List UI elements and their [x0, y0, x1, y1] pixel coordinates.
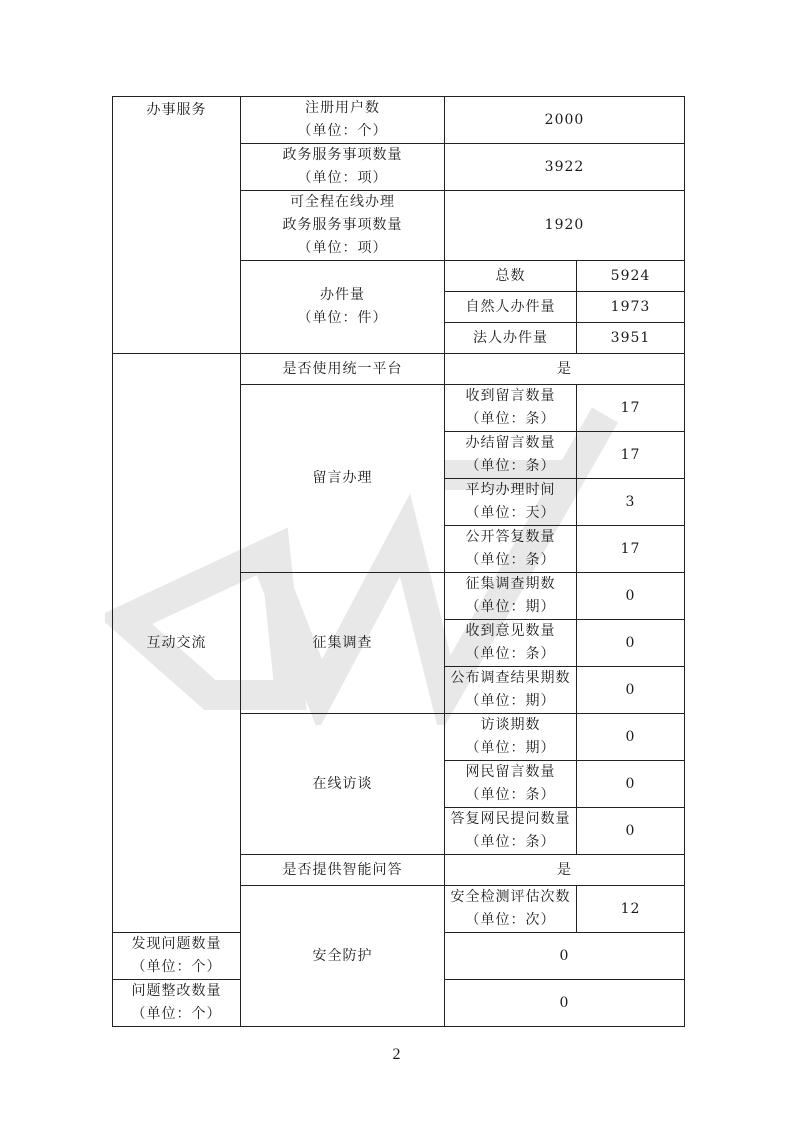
survey-label: 征集调查	[241, 573, 445, 714]
cases-legal-person-value: 3951	[577, 323, 685, 354]
list-item-value: 0	[577, 620, 685, 667]
list-item: 办结留言数量 （单位：条）	[445, 432, 577, 479]
online-items-value: 1920	[445, 191, 685, 261]
unified-platform-value: 是	[445, 354, 685, 385]
messages-label: 留言办理	[241, 385, 445, 573]
smart-qa-value: 是	[445, 855, 685, 886]
list-item-value: 12	[577, 886, 685, 933]
cases-natural-person-value: 1973	[577, 292, 685, 323]
list-item: 收到意见数量 （单位：条）	[445, 620, 577, 667]
list-item: 公布调查结果期数 （单位：期）	[445, 667, 577, 714]
section-service: 办事服务	[113, 97, 241, 354]
list-item: 征集调查期数 （单位：期）	[445, 573, 577, 620]
registered-users-label: 注册用户数 （单位：个）	[241, 97, 445, 144]
list-item-value: 0	[577, 573, 685, 620]
cases-label: 办件量 （单位：件）	[241, 261, 445, 354]
unified-platform-label: 是否使用统一平台	[241, 354, 445, 385]
list-item-value: 0	[577, 667, 685, 714]
list-item-value: 17	[577, 526, 685, 573]
list-item: 网民留言数量 （单位：条）	[445, 761, 577, 808]
list-item: 公开答复数量 （单位：条）	[445, 526, 577, 573]
cases-natural-person-label: 自然人办件量	[445, 292, 577, 323]
page-number: 2	[392, 1046, 401, 1063]
list-item: 平均办理时间 （单位：天）	[445, 479, 577, 526]
list-item: 访谈期数 （单位：期）	[445, 714, 577, 761]
cases-legal-person-label: 法人办件量	[445, 323, 577, 354]
list-item-value: 0	[445, 980, 685, 1027]
cases-total-label: 总数	[445, 261, 577, 292]
list-item: 收到留言数量 （单位：条）	[445, 385, 577, 432]
list-item: 答复网民提问数量 （单位：条）	[445, 808, 577, 855]
list-item-value: 17	[577, 385, 685, 432]
registered-users-value: 2000	[445, 97, 685, 144]
cases-total-value: 5924	[577, 261, 685, 292]
list-item-value: 0	[445, 933, 685, 980]
section-security: 安全防护	[241, 886, 445, 1027]
list-item-value: 0	[577, 714, 685, 761]
list-item: 安全检测评估次数 （单位：次）	[445, 886, 577, 933]
online-items-label: 可全程在线办理 政务服务事项数量 （单位：项）	[241, 191, 445, 261]
list-item-value: 0	[577, 761, 685, 808]
list-item-value: 0	[577, 808, 685, 855]
interview-label: 在线访谈	[241, 714, 445, 855]
statistics-table	[112, 96, 685, 1027]
list-item: 发现问题数量 （单位：个）	[113, 933, 241, 980]
list-item-value: 17	[577, 432, 685, 479]
service-items-value: 3922	[445, 144, 685, 191]
list-item: 问题整改数量 （单位：个）	[113, 980, 241, 1027]
list-item-value: 3	[577, 479, 685, 526]
service-items-label: 政务服务事项数量 （单位：项）	[241, 144, 445, 191]
smart-qa-label: 是否提供智能问答	[241, 855, 445, 886]
section-interaction: 互动交流	[113, 354, 241, 933]
